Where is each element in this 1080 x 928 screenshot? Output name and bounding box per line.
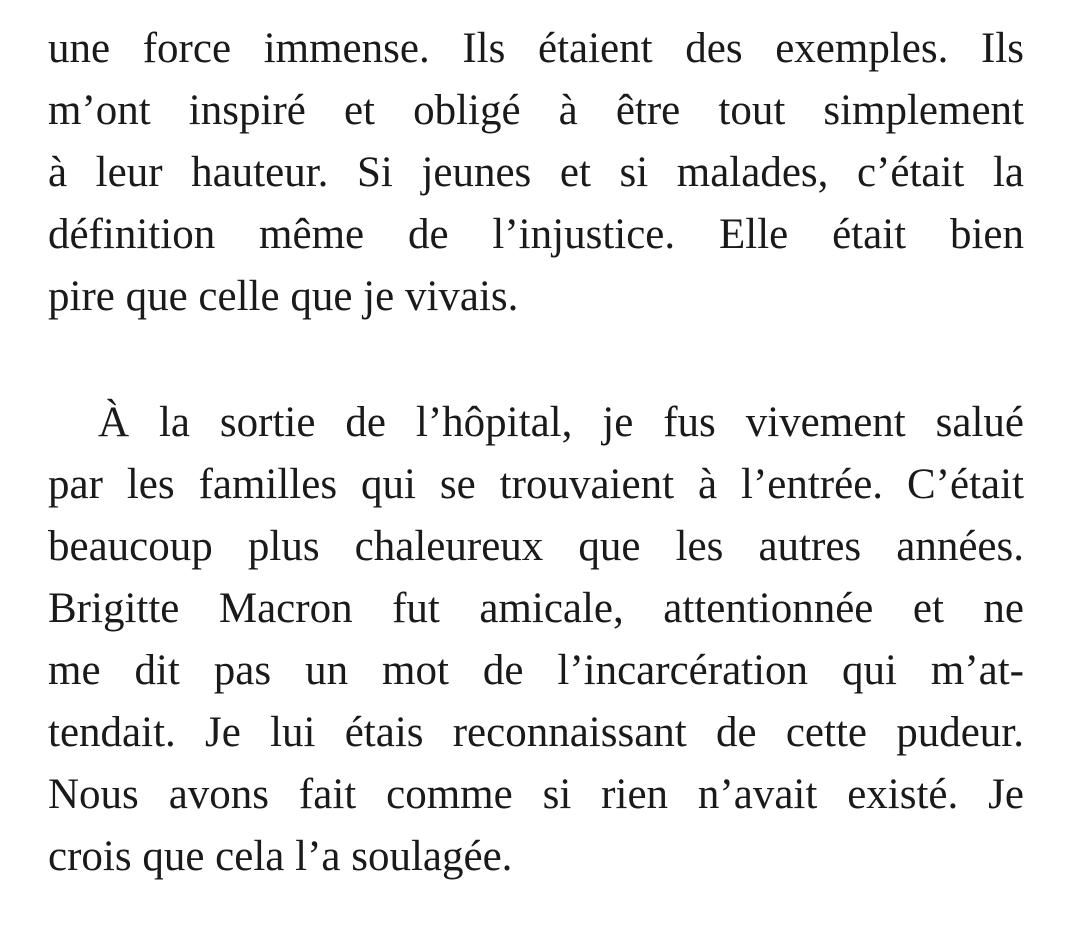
- text-line: me dit pas un mot de l’incarcération qui m’at-: [48, 647, 1024, 694]
- text-line: pire que celle que je vivais.: [48, 273, 519, 320]
- text-line: crois que cela l’a soulagée.: [48, 833, 513, 880]
- book-page: [48, 18, 1024, 888]
- text-line: m’ont inspiré et obligé à être tout simplement: [48, 87, 1024, 134]
- text-line: beaucoup plus chaleureux que les autres années.: [48, 523, 1024, 570]
- paragraph: [48, 392, 1024, 888]
- text-line: par les familles qui se trouvaient à l’entrée. C’était: [48, 461, 1024, 508]
- text-line: à leur hauteur. Si jeunes et si malades, c’était la: [48, 149, 1024, 196]
- text-line: Nous avons fait comme si rien n’avait existé. Je: [48, 771, 1024, 818]
- text-line: tendait. Je lui étais reconnaissant de cette pudeur.: [48, 709, 1024, 756]
- paragraph-spacer: [48, 328, 1024, 392]
- text-line: définition même de l’injustice. Elle était bien: [48, 211, 1024, 258]
- text-line: une force immense. Ils étaient des exemples. Ils: [48, 25, 1024, 72]
- paragraph: [48, 18, 1024, 328]
- text-line: À la sortie de l’hôpital, je fus vivement salué: [98, 399, 1024, 446]
- text-line: Brigitte Macron fut amicale, attentionnée et ne: [48, 585, 1024, 632]
